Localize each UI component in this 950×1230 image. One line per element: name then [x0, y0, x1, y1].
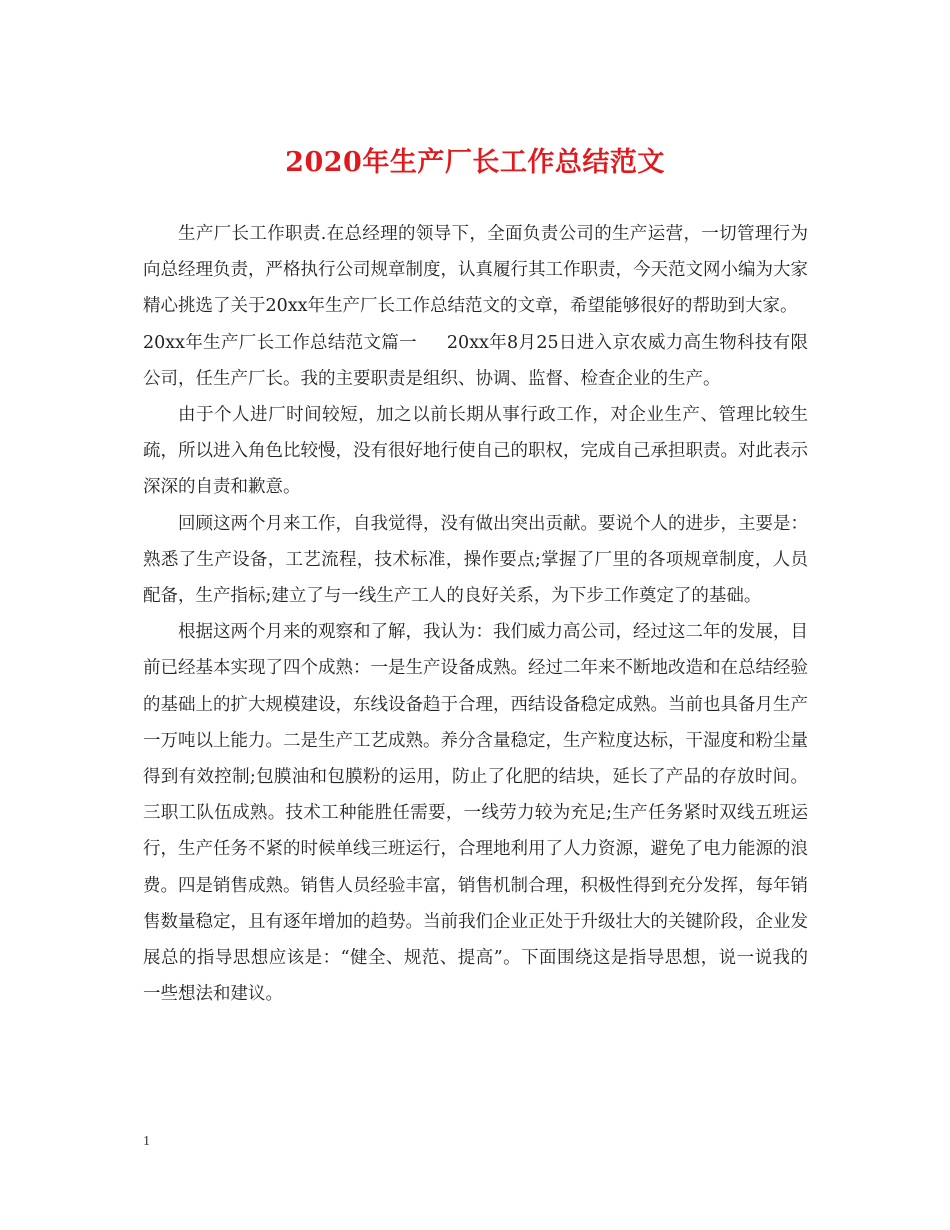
paragraph-self-review: 由于个人进厂时间较短，加之以前长期从事行政工作，对企业生产、管理比较生疏，所以进入角色比较慢，没有很好地行使自己的职权，完成自己承担职责。对此表示深深的自责和歉意。 — [143, 405, 808, 498]
page-number: 1 — [143, 1134, 150, 1149]
paragraph-progress: 回顾这两个月来工作，自我觉得，没有做出突出贡献。要说个人的进步，主要是：熟悉了生产设备，工艺流程，技术标准，操作要点;掌握了厂里的各项规章制度，人员配备，生产指标;建立了与一线生产工人的良好关系，为下步工作奠定了的基础。 — [143, 513, 808, 607]
paragraph-observations: 根据这两个月来的观察和了解，我认为：我们威力高公司，经过这二年的发展，目前已经基本实现了四个成熟：一是生产设备成熟。经过二年来不断地改造和在总结经验的基础上的扩大规模建设，东线设备趋于合理，西结设备稳定成熟。当前也具备月生产一万吨以上能力。二是生产工艺成熟。养分含量稳定，生产粒度达标，干湿度和粉尘量得到有效控制;包膜油和包膜粉的运用，防止了化肥的结块，延长了产品的存放时间。三职工队伍成熟。技术工种能胜任需要，一线劳力较为充足;生产任务紧时双线五班运行，生产任务不紧的时候单线三班运行，合理地利用了人力资源，避免了电力能源的浪费。四是销售成熟。销售人员经验丰富，销售机制合理，积极性得到充分发挥，每年销售数量稳定，且有逐年增加的趋势。当前我们企业正处于升级壮大的关键阶段，企业发展总的指导思想应该是：“健全、规范、提高”。下面围绕这是指导思想，说一说我的一些想法和建议。 — [143, 622, 808, 1005]
section-one-text: 20xx年8月25日进入京农威力高生物科技有限公司，任生产厂长。我的主要职责是组织、协调、监督、检查企业的生产。 — [143, 332, 808, 389]
section-heading: 20xx年生产厂长工作总结范文篇一 — [143, 332, 417, 353]
paragraph-intro: 生产厂长工作职责.在总经理的领导下，全面负责公司的生产运营，一切管理行为向总经理负责，严格执行公司规章制度，认真履行其工作职责，今天范文网小编为大家精心挑选了关于20xx年生产厂长工作总结范文的文章，希望能够很好的帮助到大家。 — [143, 224, 808, 317]
document-body — [143, 216, 808, 1012]
document-title: 2020年生产厂长工作总结范文 — [285, 147, 665, 178]
paragraph-section-one — [143, 325, 808, 397]
